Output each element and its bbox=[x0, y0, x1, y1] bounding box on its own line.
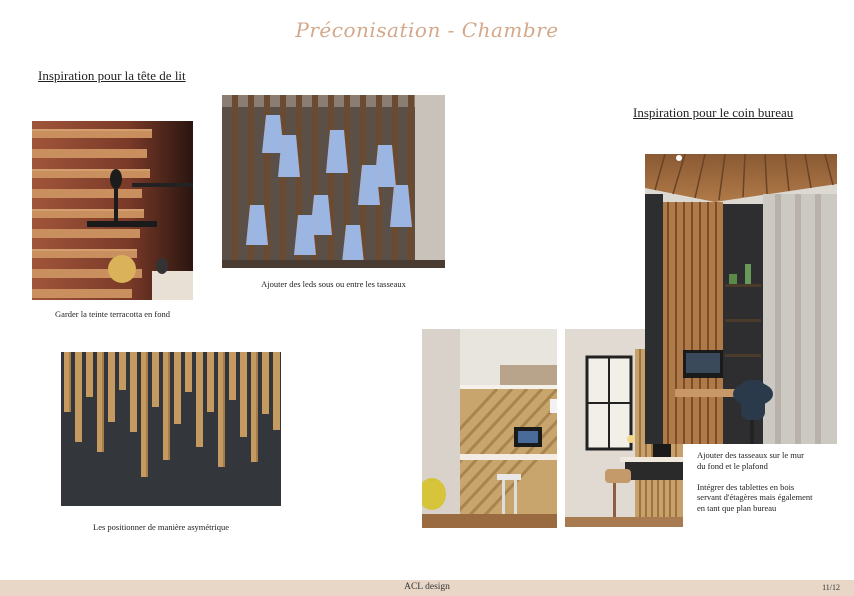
office-note-line: Ajouter des tasseaux sur le mur bbox=[697, 450, 804, 460]
terracotta-slat-wall-photo bbox=[32, 121, 193, 300]
page-title: Préconisation - Chambre bbox=[295, 18, 559, 42]
footer-brand: ACL design bbox=[404, 582, 450, 592]
office-heading: Inspiration pour le coin bureau bbox=[633, 105, 794, 120]
office-note bbox=[697, 450, 847, 513]
office-wall-ceiling-slats-photo bbox=[645, 154, 837, 444]
office-note-line: servant d'étagères mais également bbox=[697, 492, 813, 502]
terracotta-caption: Garder la teinte terracotta en fond bbox=[55, 309, 170, 319]
office-note-line bbox=[697, 471, 847, 482]
office-note-line: Intégrer des tablettes en bois bbox=[697, 481, 795, 492]
office-diagonal-slats-photo bbox=[422, 329, 557, 528]
headboard-heading: Inspiration pour la tête de lit bbox=[38, 68, 186, 83]
office-note-line: du fond et le plafond bbox=[697, 460, 768, 471]
led-slat-wall-photo bbox=[222, 95, 445, 268]
asymmetric-caption: Les positionner de manière asymétrique bbox=[93, 522, 229, 532]
office-note-line: en tant que plan bureau bbox=[697, 502, 777, 513]
page-number: 11/12 bbox=[822, 583, 840, 592]
leds-caption: Ajouter des leds sous ou entre les tasseaux bbox=[261, 279, 406, 289]
asymmetric-slats-photo bbox=[61, 352, 281, 506]
